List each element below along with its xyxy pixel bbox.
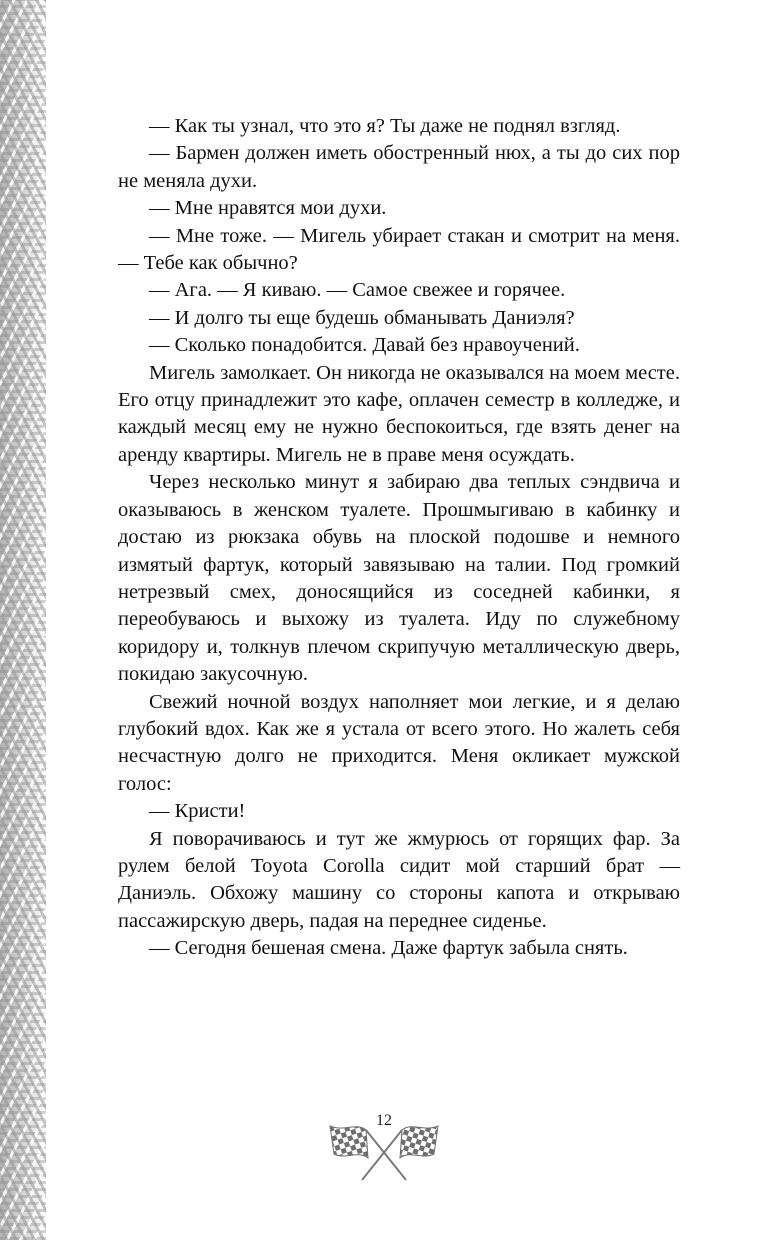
paragraph: — Кристи! — [149, 800, 246, 823]
paragraph: — И долго ты еще будешь обманывать Даниэля? — [149, 306, 575, 329]
tire-tread-border — [0, 0, 46, 1240]
paragraph: Я поворачиваюсь и тут же жмурюсь от горящих фар. За рулем белой Toyota Corolla сидит мой старший брат — Даниэль. Обхожу машину со стороны капота и открываю пассажирскую дверь, падая на переднее сиденье. — [118, 827, 680, 932]
paragraph: Мигель замолкает. Он никогда не оказывался на моем месте. Его отцу принадлежит это кафе, оплачен семестр в колледже, и каждый месяц ему не нужно беспокоиться, где взять денег на аренду квартиры. Мигель не в праве меня осуждать. — [118, 361, 680, 466]
page-text — [118, 113, 680, 963]
paragraph: — Бармен должен иметь обостренный нюх, а ты до сих пор не меняла духи. — [118, 142, 680, 192]
paragraph: — Ага. — Я киваю. — Самое свежее и горячее. — [149, 279, 566, 302]
paragraph: — Как ты узнал, что это я? Ты даже не поднял взгляд. — [149, 115, 621, 137]
paragraph: — Мне тоже. — Мигель убирает стакан и смотрит на меня. — Тебе как обычно? — [118, 224, 680, 275]
paragraph: Свежий ночной воздух наполняет мои легкие, и я делаю глубокий вдох. Как же я устала от всего этого. Но жалеть себя несчастную долго не приходится. Меня окликает мужской голос: — [118, 690, 680, 795]
paragraph: — Мне нравятся мои духи. — [149, 197, 387, 220]
page-number: 12 — [376, 1112, 392, 1129]
flag-right — [400, 1126, 438, 1158]
paragraph: Через несколько минут я забираю два теплых сэндвича и оказываюсь в женском туалете. Прошмыгиваю в кабинку и достаю из рюкзака обувь на плоской подошве и немного измятый фартук, который завязываю на талии. Под громкий нетрезвый смех, доносящийся из соседней кабинки, я переобуваюсь и выхожу из туалета. Иду по служебному коридору и, толкнув плечом скрипучую металлическую дверь, покидаю закусочную. — [118, 471, 680, 686]
paragraph: — Сегодня бешеная смена. Даже фартук забыла снять. — [149, 937, 628, 960]
paragraph: — Сколько понадобится. Давай без нравоучений. — [149, 334, 580, 357]
flag-left — [330, 1126, 368, 1158]
